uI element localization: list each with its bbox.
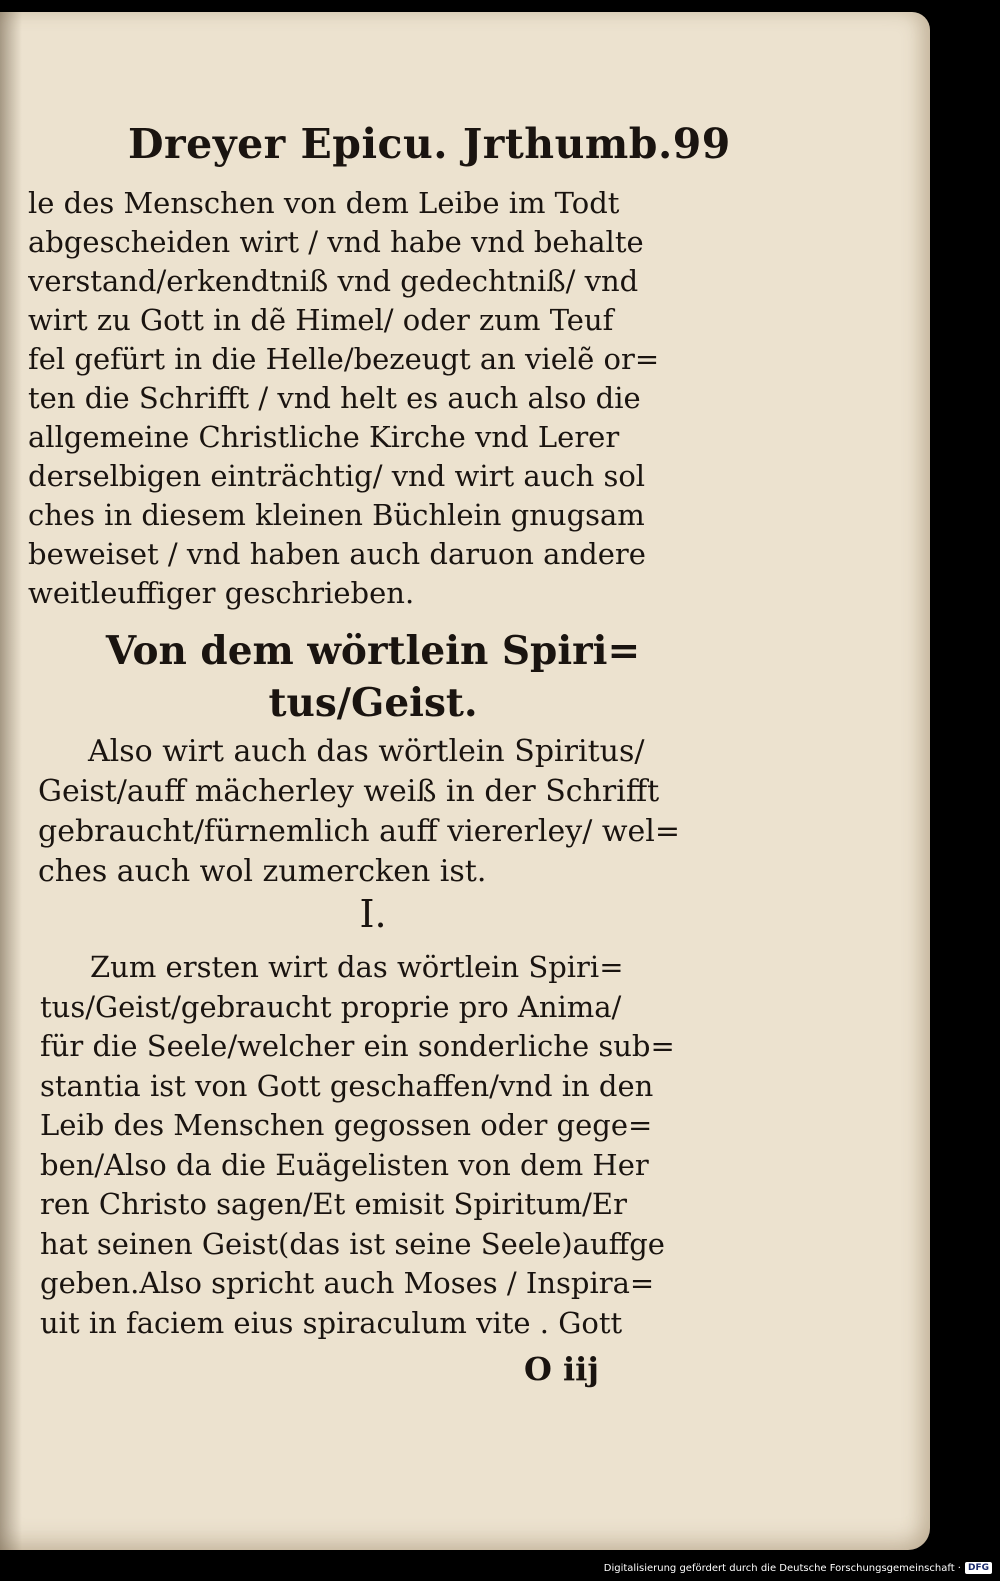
text-line: verstand/erkendtniß vnd gedechtniß/ vnd	[28, 264, 639, 298]
text-line: weitleuffiger geschrieben.	[28, 576, 415, 610]
digitization-footer	[604, 1559, 992, 1577]
running-head	[128, 120, 731, 168]
signature-mark: O iij	[524, 1350, 599, 1388]
page-number: 99	[672, 120, 731, 168]
book-page	[0, 12, 930, 1550]
section-heading-line-1: Von dem wörtlein Spiri=	[105, 628, 641, 674]
text-line: für die Seele/welcher ein sonderliche sub=	[40, 1029, 675, 1063]
text-line: derselbigen einträchtig/ vnd wirt auch sol	[28, 459, 646, 493]
section-number: I.	[359, 892, 387, 936]
text-line: ten die Schrifft / vnd helt es auch also die	[28, 381, 641, 415]
text-line: Geist/auff mächerley weiß in der Schrifft	[38, 774, 660, 809]
text-line: wirt zu Gott in dẽ Himel/ oder zum Teuf	[28, 303, 614, 337]
text-line: abgescheiden wirt / vnd habe vnd behalte	[28, 225, 644, 259]
paragraph-continued	[28, 184, 718, 613]
text-line: geben.Also spricht auch Moses / Inspira=	[40, 1266, 655, 1300]
text-line: ches in diesem kleinen Büchlein gnugsam	[28, 498, 645, 532]
section-heading-line-2: tus/Geist.	[268, 680, 478, 726]
text-line: ren Christo sagen/Et emisit Spiritum/Er	[40, 1187, 627, 1221]
text-line: Also wirt auch das wörtlein Spiritus/	[88, 734, 645, 769]
text-line: le des Menschen von dem Leibe im Todt	[28, 186, 620, 220]
dfg-logo: DFG	[965, 1562, 992, 1574]
footer-credit: Digitalisierung gefördert durch die Deutsche Forschungsgemeinschaft ·	[603, 1562, 961, 1574]
paragraph-first-meaning	[40, 948, 730, 1343]
text-line: tus/Geist/gebraucht proprie pro Anima/	[40, 989, 622, 1024]
text-line: stantia ist von Gott geschaffen/vnd in den	[40, 1068, 654, 1103]
text-line: allgemeine Christliche Kirche vnd Lerer	[28, 420, 620, 454]
text-line: gebraucht/fürnemlich auff viererley/ wel=	[38, 814, 681, 849]
running-head-title: Dreyer Epicu. Jrthumb.	[128, 120, 673, 168]
text-line: hat seinen Geist(das ist seine Seele)auffge	[40, 1226, 665, 1261]
text-line: ben/Also da die Euägelisten von dem Her	[40, 1147, 649, 1182]
text-line: Zum ersten wirt das wörtlein Spiri=	[90, 950, 624, 984]
text-line: beweiset / vnd haben auch daruon andere	[28, 537, 646, 571]
text-line: ches auch wol zumercken ist.	[38, 854, 487, 889]
text-line: Leib des Menschen gegossen oder gege=	[40, 1108, 653, 1142]
text-line: fel gefürt in die Helle/bezeugt an vielẽ or=	[28, 342, 660, 376]
paragraph-intro	[38, 732, 728, 892]
text-line: uit in faciem eius spiraculum vite . Gott	[40, 1305, 623, 1340]
